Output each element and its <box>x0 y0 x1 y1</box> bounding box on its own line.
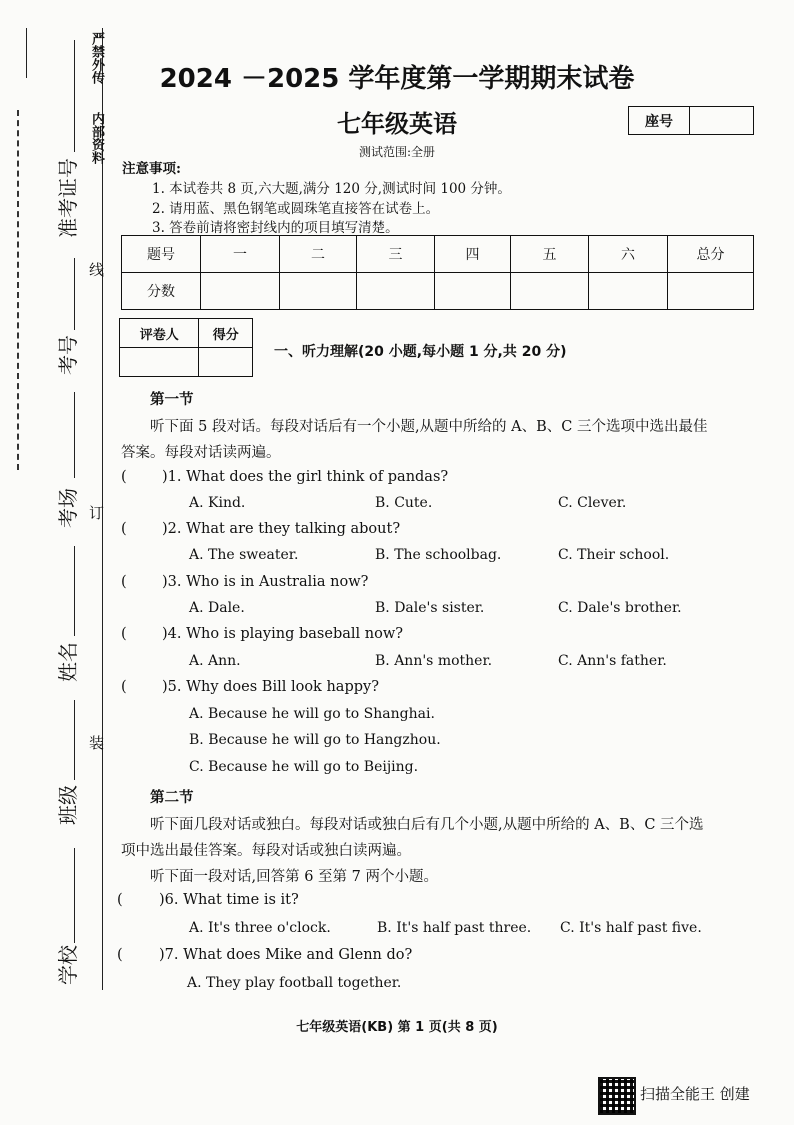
option-a: A. It's three o'clock. <box>189 920 331 936</box>
field-exam-room-line[interactable] <box>74 392 75 478</box>
score-input[interactable] <box>201 273 280 310</box>
seal-line-char: 线 <box>87 262 105 277</box>
reviewer-label: 评卷人 <box>120 319 199 348</box>
scanner-label: 扫描全能王 创建 <box>640 1085 750 1103</box>
seal-order-char: 订 <box>87 505 105 520</box>
part2-instructions: 项中选出最佳答案。每段对话或独白读两遍。 <box>121 843 411 859</box>
option-a: A. The sweater. <box>189 547 299 563</box>
grader-table <box>119 318 253 377</box>
field-exam-number-line[interactable] <box>74 258 75 330</box>
score-input[interactable] <box>280 273 357 310</box>
subject-title: 七年级英语 <box>337 110 457 138</box>
field-name: 姓名 <box>56 642 80 682</box>
notice-heading: 注意事项: <box>122 161 181 177</box>
score-input[interactable] <box>357 273 435 310</box>
field-admission-number: 准考证号 <box>56 158 80 238</box>
score-cell: 题号 <box>122 236 201 273</box>
score-row-label: 分数 <box>122 273 201 310</box>
seat-number-box <box>628 106 754 135</box>
score-cell: 三 <box>357 236 435 273</box>
score-table-header-row <box>122 236 754 273</box>
option-c: C. Ann's father. <box>558 653 667 669</box>
internal-label: 内部资料 <box>89 112 104 164</box>
option-b: B. Dale's sister. <box>375 600 485 616</box>
field-name-line[interactable] <box>74 546 75 636</box>
part2-instructions: 听下面一段对话,回答第 6 至第 7 两个小题。 <box>150 869 438 885</box>
option-a: A. Kind. <box>189 495 246 511</box>
question-stem: )7. What does Mike and Glenn do? <box>159 947 413 963</box>
question-stem: )4. Who is playing baseball now? <box>162 626 404 642</box>
answer-paren[interactable]: ( <box>121 679 127 695</box>
question-stem: )1. What does the girl think of pandas? <box>162 469 449 485</box>
question-stem: )3. Who is in Australia now? <box>162 574 369 590</box>
part1-instructions: 答案。每段对话读两遍。 <box>121 445 281 461</box>
score-field[interactable] <box>199 348 253 377</box>
answer-paren[interactable]: ( <box>121 574 127 590</box>
score-input[interactable] <box>511 273 589 310</box>
field-school-line[interactable] <box>74 848 75 943</box>
field-exam-room: 考场 <box>56 488 80 528</box>
score-cell: 二 <box>280 236 357 273</box>
option-b: B. The schoolbag. <box>375 547 502 563</box>
answer-paren[interactable]: ( <box>121 626 127 642</box>
page-footer: 七年级英语(KB) 第 1 页(共 8 页) <box>296 1020 498 1035</box>
option-c: C. Their school. <box>558 547 670 563</box>
reviewer-field[interactable] <box>120 348 199 377</box>
question-stem: )5. Why does Bill look happy? <box>162 679 379 695</box>
option-c: C. It's half past five. <box>560 920 702 936</box>
answer-paren[interactable]: ( <box>121 521 127 537</box>
score-cell: 总分 <box>668 236 754 273</box>
score-input[interactable] <box>435 273 511 310</box>
field-school: 学校 <box>56 945 80 985</box>
option-b: B. Cute. <box>375 495 433 511</box>
score-input[interactable] <box>668 273 754 310</box>
score-label: 得分 <box>199 319 253 348</box>
part1-instructions: 听下面 5 段对话。每段对话后有一个小题,从题中所给的 A、B、C 三个选项中选出最佳 <box>150 419 708 435</box>
notice-item: 3. 答卷前请将密封线内的项目填写清楚。 <box>152 220 399 236</box>
exam-title: 2024 －2025 学年度第一学期期末试卷 <box>159 64 635 94</box>
option-a: A. They play football together. <box>187 975 402 991</box>
notice-item: 1. 本试卷共 8 页,六大题,满分 120 分,测试时间 100 分钟。 <box>152 181 511 197</box>
option-b: B. It's half past three. <box>377 920 532 936</box>
score-cell: 五 <box>511 236 589 273</box>
answer-paren[interactable]: ( <box>117 892 123 908</box>
field-exam-number: 考号 <box>56 335 80 375</box>
part2-instructions: 听下面几段对话或独白。每段对话或独白后有几个小题,从题中所给的 A、B、C 三个选 <box>150 817 704 833</box>
score-cell: 六 <box>589 236 668 273</box>
question-stem: )6. What time is it? <box>159 892 299 908</box>
answer-paren[interactable]: ( <box>117 947 123 963</box>
seat-number-label: 座号 <box>629 107 690 134</box>
notice-item: 2. 请用蓝、黑色钢笔或圆珠笔直接答在试卷上。 <box>152 201 440 217</box>
option-a: A. Dale. <box>189 600 245 616</box>
option-c: C. Because he will go to Beijing. <box>189 759 419 775</box>
score-cell: 一 <box>201 236 280 273</box>
option-a: A. Ann. <box>189 653 241 669</box>
option-c: C. Clever. <box>558 495 627 511</box>
option-b: B. Because he will go to Hangzhou. <box>189 732 441 748</box>
field-class-line[interactable] <box>74 700 75 780</box>
score-table <box>121 235 754 310</box>
score-cell: 四 <box>435 236 511 273</box>
qr-code-icon <box>598 1077 636 1115</box>
part2-heading: 第二节 <box>150 790 194 806</box>
option-a: A. Because he will go to Shanghai. <box>189 706 435 722</box>
section-title: 一、听力理解(20 小题,每小题 1 分,共 20 分) <box>274 344 567 360</box>
binding-dashes <box>17 110 25 470</box>
field-class: 班级 <box>56 785 80 825</box>
answer-paren[interactable]: ( <box>121 469 127 485</box>
option-b: B. Ann's mother. <box>375 653 493 669</box>
option-c: C. Dale's brother. <box>558 600 682 616</box>
score-table-score-row <box>122 273 754 310</box>
confidential-label: 严禁外传 <box>89 32 104 84</box>
question-stem: )2. What are they talking about? <box>162 521 401 537</box>
seal-bind-char: 装 <box>87 735 105 750</box>
score-input[interactable] <box>589 273 668 310</box>
part1-heading: 第一节 <box>150 392 194 408</box>
test-scope: 测试范围:全册 <box>358 145 436 159</box>
seat-number-field[interactable] <box>690 107 753 134</box>
